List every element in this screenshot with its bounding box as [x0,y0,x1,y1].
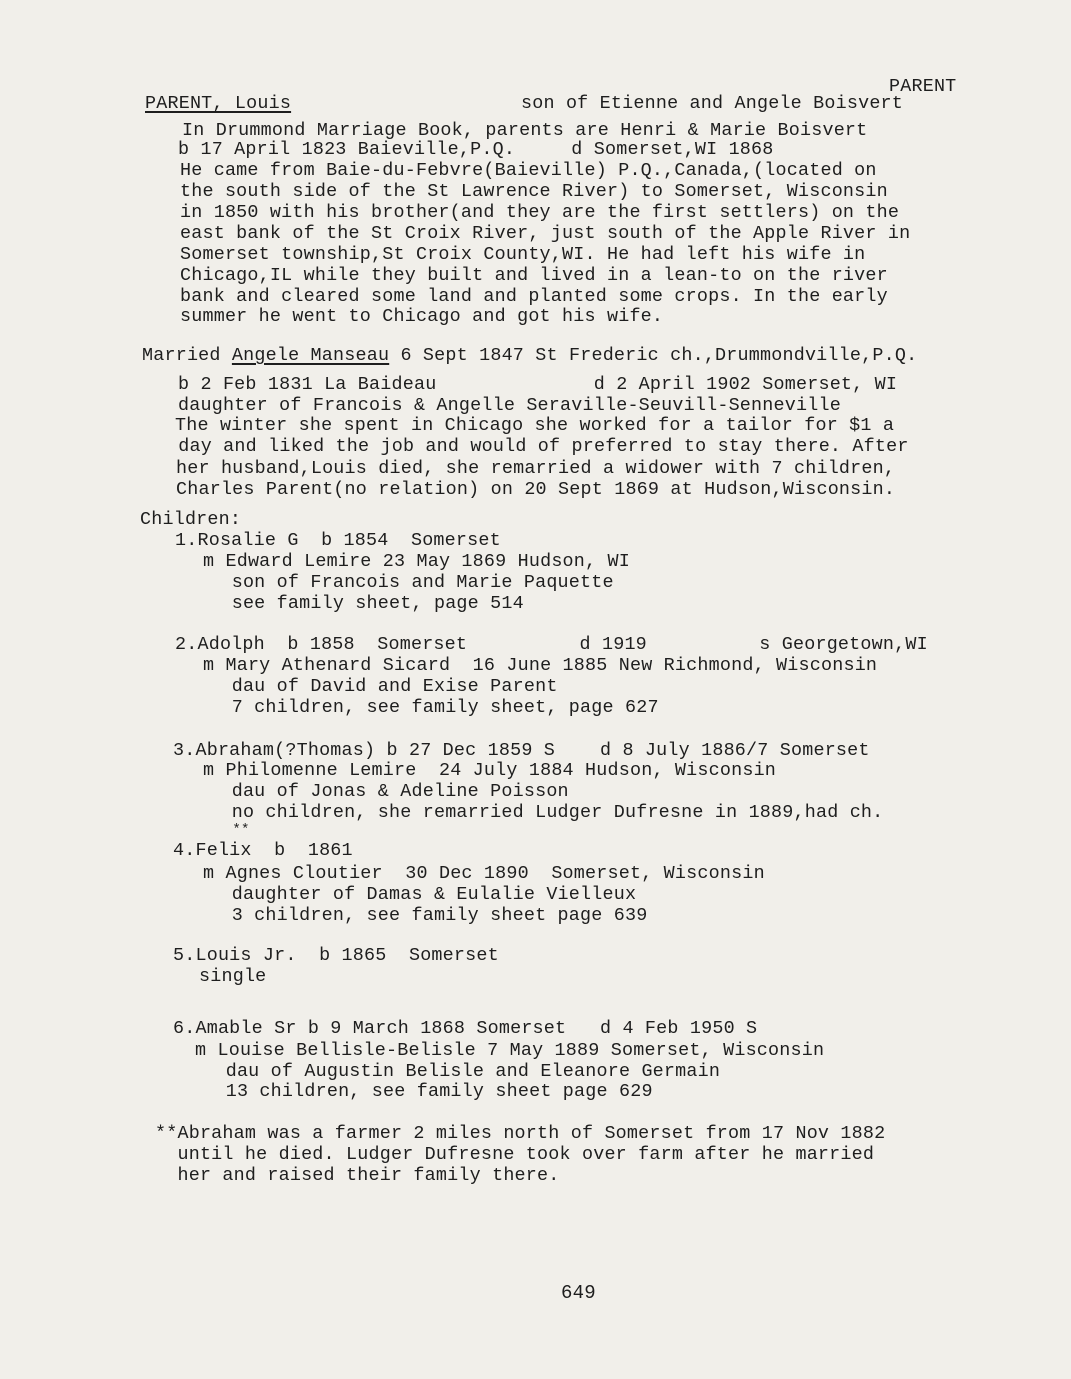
child-entry-line: m Louise Bellisle-Belisle 7 May 1889 Somerset, Wisconsin [195,1040,825,1061]
subject-detail-line: In Drummond Marriage Book, parents are Henri & Marie Boisvert [182,120,868,141]
child-entry-line: dau of Augustin Belisle and Eleanore Germain [192,1061,721,1082]
footnote-line: **Abraham was a farmer 2 miles north of Somerset from 17 Nov 1882 [155,1123,886,1144]
child-entry-head: 5.Louis Jr. b 1865 Somerset [173,945,499,966]
marriage-details: 6 Sept 1847 St Frederic ch.,Drummondville,P.Q. [389,345,918,366]
spouse-name: Angele Manseau [231,345,390,366]
corner-surname: PARENT [889,76,957,97]
child-entry-line: m Mary Athenard Sicard 16 June 1885 New Richmond, Wisconsin [203,655,878,676]
child-entry-line: m Agnes Cloutier 30 Dec 1890 Somerset, Wisconsin [203,863,765,884]
footnote-line: her and raised their family there. [155,1165,560,1186]
subject-detail-line: bank and cleared some land and planted some crops. In the early [180,286,888,307]
marriage-line [142,345,917,366]
child-entry-head: 2.Adolph b 1858 Somerset d 1919 s Georgetown,WI [175,634,928,655]
child-entry-line: 7 children, see family sheet, page 627 [198,697,659,718]
spouse-detail-line: daughter of Francois & Angelle Seraville-Seuvill-Senneville [178,395,841,416]
child-entry-head: 6.Amable Sr b 9 March 1868 Somerset d 4 Feb 1950 S [173,1018,758,1039]
child-entry-line: single [199,966,267,987]
spouse-detail-line: Charles Parent(no relation) on 20 Sept 1869 at Hudson,Wisconsin. [176,479,896,500]
subject-detail-line: Somerset township,St Croix County,WI. He had left his wife in [180,244,866,265]
child-entry-line: 3 children, see family sheet page 639 [198,905,648,926]
spouse-detail-line: The winter she spent in Chicago she worked for a tailor for $1 a [175,415,895,436]
child-entry-head: 4.Felix b 1861 [173,840,353,861]
child-entry-line: daughter of Damas & Eulalie Vielleux [198,884,637,905]
subject-detail-line: east bank of the St Croix River, just south of the Apple River in [180,223,911,244]
spouse-detail-line: day and liked the job and would of preferred to stay there. After [167,436,909,457]
page-number: 649 [561,1282,596,1304]
subject-detail-line: the south side of the St Lawrence River) to Somerset, Wisconsin [180,181,888,202]
child-entry-line: dau of Jonas & Adeline Poisson [198,781,569,802]
child-entry-head: 1.Rosalie G b 1854 Somerset [175,530,501,551]
spouse-detail-line: b 2 Feb 1831 La Baideau d 2 April 1902 Somerset, WI [178,374,898,395]
marriage-prefix: Married [142,345,232,366]
child-entry-line: son of Francois and Marie Paquette [198,572,614,593]
child-entry-line: see family sheet, page 514 [198,593,524,614]
subject-detail-line: summer he went to Chicago and got his wife. [180,306,664,327]
subject-detail-line: He came from Baie-du-Febvre(Baieville) P.Q.,Canada,(located on [180,160,877,181]
footnote-marker: ** [198,822,250,838]
footnote-line: until he died. Ludger Dufresne took over farm after he married [155,1144,875,1165]
subject-name: PARENT, Louis [145,93,292,114]
subject-detail-line: in 1850 with his brother(and they are the first settlers) on the [180,202,900,223]
spouse-detail-line: her husband,Louis died, she remarried a widower with 7 children, [176,458,896,479]
child-entry-line: m Edward Lemire 23 May 1869 Hudson, WI [203,551,630,572]
child-entry-line: no children, she remarried Ludger Dufresne in 1889,had ch. [198,802,884,823]
child-entry-line: 13 children, see family sheet page 629 [192,1081,653,1102]
subject-detail-line: Chicago,IL while they built and lived in a lean-to on the river [180,265,888,286]
subject-detail-line: b 17 April 1823 Baieville,P.Q. d Somerset,WI 1868 [178,139,774,160]
child-entry-line: m Philomenne Lemire 24 July 1884 Hudson, Wisconsin [203,760,777,781]
child-entry-head: 3.Abraham(?Thomas) b 27 Dec 1859 S d 8 July 1886/7 Somerset [173,740,870,761]
children-heading: Children: [140,509,242,530]
subject-parents: son of Etienne and Angele Boisvert [521,93,904,114]
child-entry-line: dau of David and Exise Parent [198,676,558,697]
